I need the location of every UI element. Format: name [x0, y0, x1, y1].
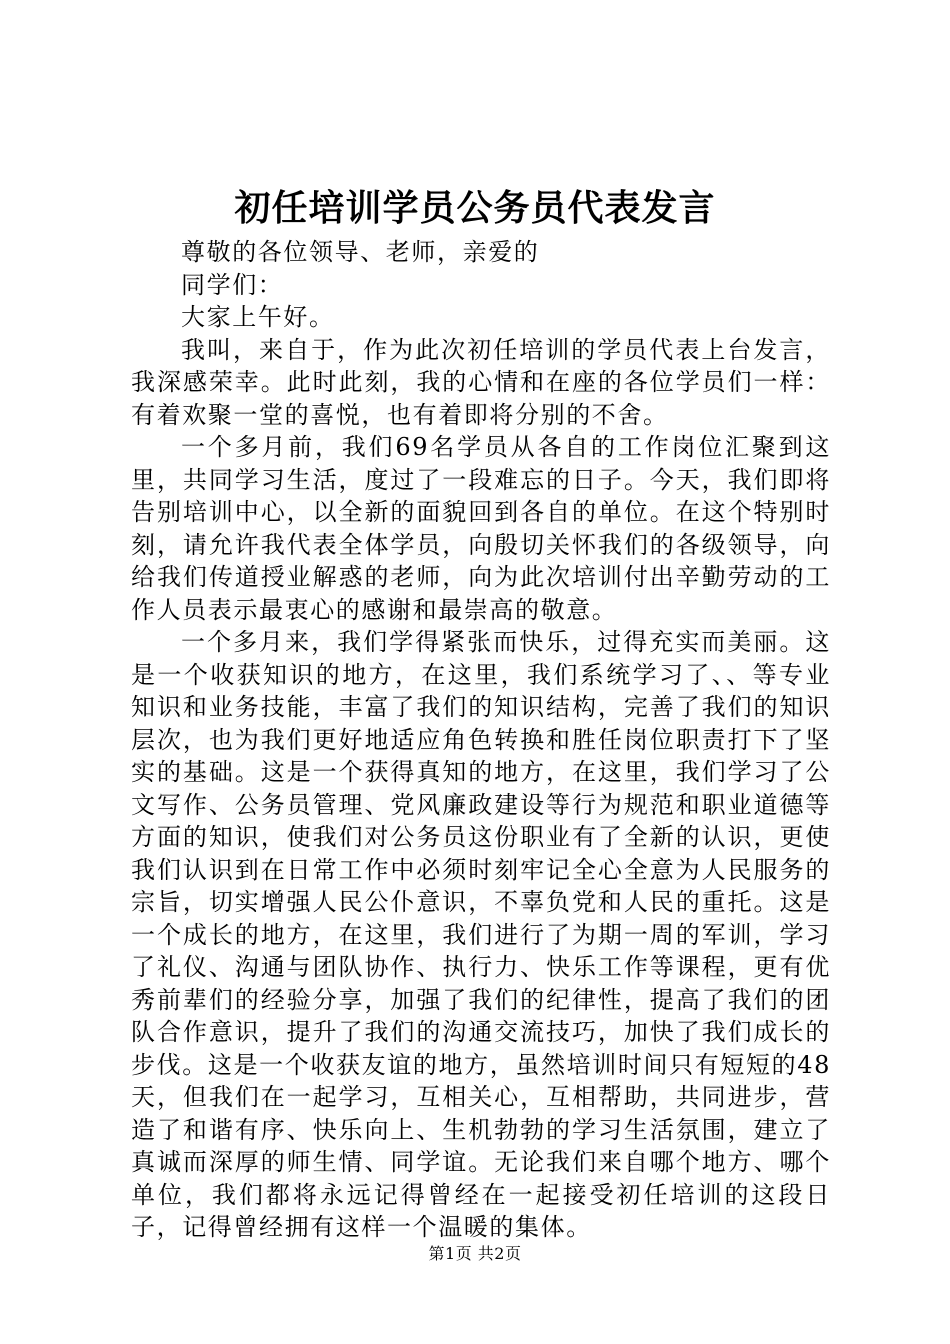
intro-paragraph: 我叫，来自于，作为此次初任培训的学员代表上台发言，我深感荣幸。此时此刻，我的心情和在座的各位学员们一样：有着欢聚一堂的喜悦，也有着即将分别的不舍。 [131, 335, 831, 429]
document-body [131, 236, 831, 1244]
reflection-paragraph: 一个多月来，我们学得紧张而快乐，过得充实而美丽。这是一个收获知识的地方，在这里，我们系统学习了、、等专业知识和业务技能，丰富了我们的知识结构，完善了我们的知识层次，也为我们更好地适应角色转换和胜任岗位职责打下了坚实的基础。这是一个获得真知的地方，在这里，我们学习了公文写作、公务员管理、党风廉政建设等行为规范和职业道德等方面的知识，使我们对公务员这份职业有了全新的认识，更使我们认识到在日常工作中必须时刻牢记全心全意为人民服务的宗旨，切实增强人民公仆意识，不辜负党和人民的重托。这是一个成长的地方，在这里，我们进行了为期一周的军训，学习了礼仪、沟通与团队协作、执行力、快乐工作等课程，更有优秀前辈们的经验分享，加强了我们的纪律性，提高了我们的团队合作意识，提升了我们的沟通交流技巧，加快了我们成长的步伐。这是一个收获友谊的地方，虽然培训时间只有短短的48天，但我们在一起学习，互相关心，互相帮助，共同进步，营造了和谐有序、快乐向上、生机勃勃的学习生活氛围，建立了真诚而深厚的师生情、同学谊。无论我们来自哪个地方、哪个单位，我们都将永远记得曾经在一起接受初任培训的这段日子，记得曾经拥有这样一个温暖的集体。 [131, 628, 831, 1241]
page-footer: 第1页 共2页 [428, 1244, 522, 1263]
gratitude-paragraph: 一个多月前，我们69名学员从各自的工作岗位汇聚到这里，共同学习生活，度过了一段难忘的日子。今天，我们即将告别培训中心，以全新的面貌回到各自的单位。在这个特别时刻，请允许我代表全体学员，向殷切关怀我们的各级领导，向给我们传道授业解惑的老师，向为此次培训付出辛勤劳动的工作人员表示最衷心的感谢和最崇高的敬意。 [131, 433, 831, 624]
salutation-line-2: 同学们： [181, 270, 284, 299]
salutation-line-1: 尊敬的各位领导、老师，亲爱的 [181, 238, 540, 266]
document-title: 初任培训学员公务员代表发言 [234, 187, 716, 229]
greeting-paragraph: 大家上午好。 [181, 303, 335, 331]
